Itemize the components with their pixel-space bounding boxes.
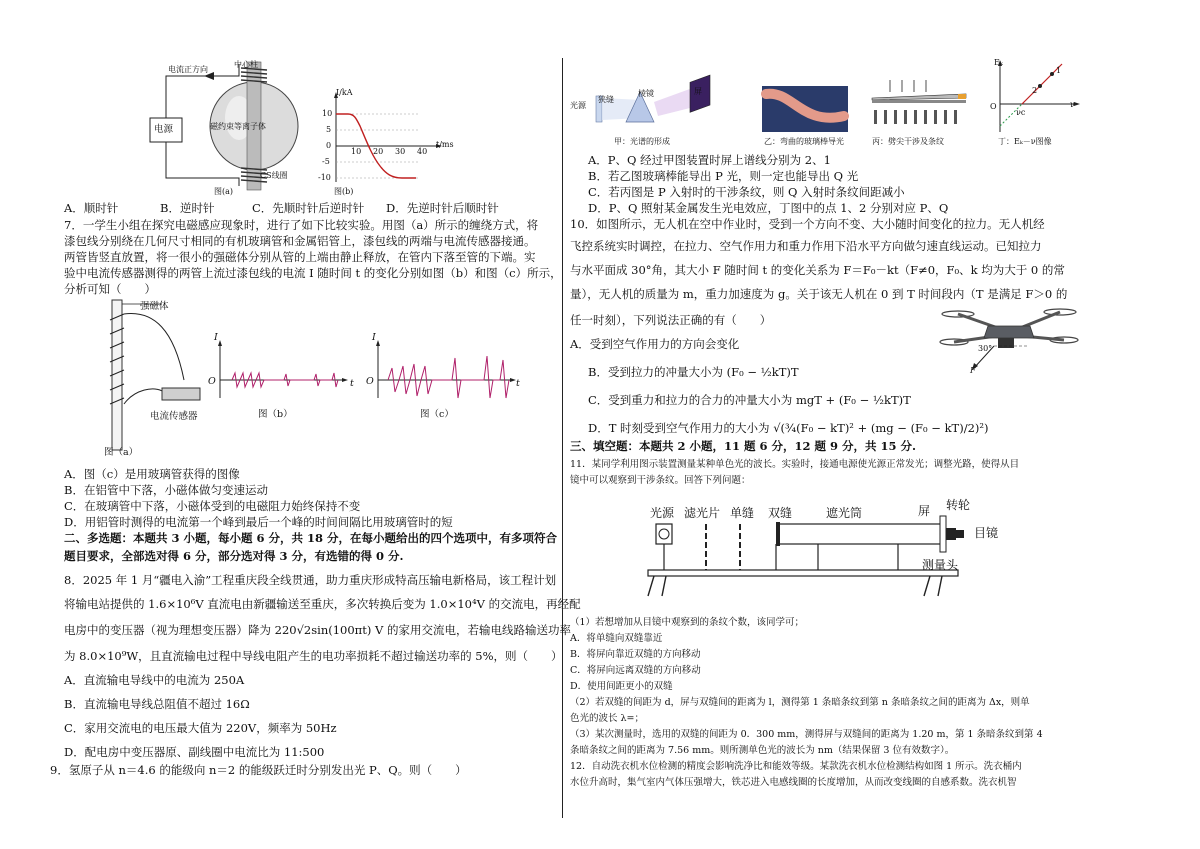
current-sensor-box [162,388,200,400]
axis-nuc-label: νc [1016,108,1026,117]
q8-text: 将输电站提供的 1.6×10⁶V 直流电由新疆输送至重庆，多次转换后变为 1.0×10⁴V 的交流电，再经配 [64,597,581,611]
q9-option-d: D．P、Q 照射某金属发生光电效应，丁图中的点 1、2 分别对应 P、Q [588,201,949,215]
label-double-slit: 双缝 [768,506,793,520]
q7-text: 分析可知（ ） [64,282,156,296]
graph-b-ytick: 0 [326,141,332,150]
caption-graph-b: 图（b） [258,409,293,420]
label-light-tube: 遮光筒 [826,506,863,520]
label-filter: 滤光片 [684,506,721,520]
glass-rod-figure [762,86,848,132]
graph-b-xtick: 20 [373,147,384,156]
q11-item: 条暗条纹之间的距离为 7.56 mm。则所测单色光的波长为 nm（结果保留 3 位有效数字）。 [570,745,955,756]
graph-b-origin: O [208,376,216,387]
graph-b-xtick: 30 [395,147,406,156]
label-current-sensor: 电流传感器 [150,411,198,422]
q9-option-a: A．P、Q 经过甲图装置时屏上谱线分别为 2、1 [588,153,831,167]
q10-text: 飞控系统实时调控，在拉力、空气作用力和重力作用下沿水平方向做匀速直线运动。已知拉力 [570,239,1042,253]
graph-c-i-label: I [372,332,376,343]
caption-bing: 丙：劈尖干涉及条纹 [872,137,944,146]
caption-graph-c: 图（c） [420,409,454,420]
q8-text: 为 8.0×10⁹W，且直流输电过程中导线电阻产生的电功率损耗不超过输送功率的 5%，则（ ） [64,649,563,663]
q11-item: （3）某次测量时，选用的双缝的间距为 0．300 mm，测得屏与双缝间的距离为 1.20 m，第 1 条暗条纹到第 4 [570,729,1043,740]
label-screen: 屏 [694,87,702,96]
q7-option-d: D．用铝管时测得的电流第一个峰到最后一个峰的时间间隔比用玻璃管时的短 [64,515,453,529]
q7-text: 验中电流传感器测得的两管上流过漆包线的电流 I 随时间 t 的变化分别如图（b）和图（c）所示， [64,266,562,280]
label-cs-coil: CS线圈 [260,171,288,180]
q7-option-b: B．在铝管中下落，小磁体做匀变速运动 [64,483,268,497]
q11-text: 11．某同学利用图示装置测量某种单色光的波长。实验时，接通电源使光源正常发光；调整光路，使得从目 [570,459,1020,470]
label-prism: 棱镜 [638,89,654,98]
q7-text: 两管皆竖直放置，将一很小的强磁体分别从管的上端由静止释放，在管内下落至管的下端。实 [64,250,536,264]
q11-item: （2）若双缝的间距为 d，屏与双缝间的距离为 l，测得第 1 条暗条纹到第 n 条暗条纹之间的距离为 Δx，则单 [570,697,1030,708]
axis-origin-label: O [990,102,997,111]
label-light-source: 光源 [570,101,586,110]
drone-figure [938,302,1078,378]
section3-heading: 三、填空题：本题共 2 小题，11 题 6 分，12 题 9 分，共 15 分. [570,439,917,453]
q11-item: C．将屏向远离双缝的方向移动 [570,665,701,676]
label-power-source: 电源 [154,124,174,135]
q8-option-d: D．配电房中变压器原、副线圈中电流比为 11:500 [64,745,325,759]
label-plasma: 磁约束等离子体 [210,122,266,131]
q10-option-c: C．受到重力和拉力的合力的冲量大小为 mgT + (F₀ − ½kT)T [588,393,911,407]
q11-item: D．使用间距更小的双缝 [570,681,673,692]
q6-option-c: C．先顺时针后逆时针 [252,201,365,215]
graph-b-t-label: t [350,378,354,389]
graph-c-t-label: t [516,378,520,389]
q9-text: 9．氢原子从 n＝4.6 的能级向 n＝2 的能级跃迁时分别发出光 P、Q。则（ ） [50,763,467,777]
label-eyepiece: 目镜 [974,526,999,540]
point-1-label: 1 [1056,66,1062,75]
q12-text: 水位升高时，集气室内气体压强增大，铁芯进入电感线圈的长度增加，从而改变线圈的自感系数。洗衣机智 [570,777,1017,788]
graph-b-i-label: I [214,332,218,343]
q10-option-b: B．受到拉力的冲量大小为 (F₀ − ½kT)T [588,365,799,379]
q9-option-b: B．若乙图玻璃棒能导出 P 光，则一定也能导出 Q 光 [588,169,859,183]
wedge-interference-figure [870,78,970,134]
column-divider [562,58,563,818]
section2-heading: 二、多选题：本题共 3 小题，每小题 6 分，共 18 分，在每小题给出的四个选项中，有多项符合 [64,531,558,545]
caption-ding: 丁：Eₖ－ν图像 [998,137,1052,146]
q7-text: 7．一学生小组在探究电磁感应现象时，进行了如下比较实验。用图（a）所示的缠绕方式，将 [64,218,539,232]
graph-b-xtick: 40 [417,147,428,156]
point-2-label: 2 [1032,86,1038,95]
q10-text: 量），无人机的质量为 m，重力加速度为 g。关于该无人机在 0 到 T 时间段内（T 是满足 F＞0 的 [570,287,1068,301]
q6-option-b: B．逆时针 [160,201,215,215]
label-light-source: 光源 [650,506,675,520]
caption-tube-fig-a: 图（a） [104,447,139,458]
q10-text: 任一时刻），下列说法正确的有（ ） [570,313,772,327]
double-slit-apparatus [648,510,1018,602]
q8-text: 电房中的变压器（视为理想变压器）降为 220√2sin(100πt) V 的家用交流电，若输电线路输送功率 [64,623,571,637]
graph-b-ylabel: I/kA [336,88,353,97]
q7-text: 漆包线分别绕在几何尺寸相同的有机玻璃管和金属铝管上，漆包线的两端与电流传感器接通。 [64,234,536,248]
q6-option-d: D．先逆时针后顺时针 [386,201,499,215]
q12-text: 12．自动洗衣机水位检测的精度会影响洗净比和能效等级。某款洗衣机水位检测结构如图 1 所示。洗衣桶内 [570,761,1022,772]
label-single-slit: 单缝 [730,506,755,520]
axis-ek-label: Eₖ [994,58,1003,67]
q10-text: 10．如图所示，无人机在空中作业时，受到一个方向不变、大小随时间变化的拉力。无人机经 [570,217,1045,231]
label-slit: 狭缝 [598,95,614,104]
q6-option-a: A．顺时针 [64,201,119,215]
drone-angle-label: 30° [978,344,993,353]
tube-coil-figure [104,300,224,450]
label-strong-magnet: 强磁体 [140,301,169,312]
caption-fig-a: 图(a) [214,187,234,196]
q8-option-a: A．直流输电导线中的电流为 250A [64,673,245,687]
q7-option-c: C．在玻璃管中下落，小磁体受到的电磁阻力始终保持不变 [64,499,361,513]
q10-option-a: A．受到空气作用力的方向会变化 [570,337,740,351]
graph-c-spikes [372,340,522,400]
caption-yi: 乙：弯曲的玻璃棒导光 [764,137,844,146]
label-measuring-head: 测量头 [922,558,959,572]
q7-option-a: A．图（c）是用玻璃管获得的图像 [64,467,240,481]
section2-heading: 题目要求，全部选对得 6 分，部分选对得 3 分，有选错的得 0 分. [64,549,404,563]
graph-b-xlabel: t/ms [436,140,454,149]
label-screen: 屏 [918,504,931,518]
q11-item: B．将屏向靠近双缝的方向移动 [570,649,701,660]
q9-option-c: C．若丙图是 P 入射时的干涉条纹，则 Q 入射时条纹间距减小 [588,185,905,199]
label-center-pillar: 中心柱 [234,60,258,69]
q11-text: 镜中可以观察到干涉条纹。回答下列问题： [570,475,751,486]
q11-item: 色光的波长 λ=； [570,713,645,724]
drone-force-label: F [970,366,976,375]
label-current-direction: 电流正方向 [168,65,208,74]
graph-b-ytick: 5 [326,125,332,134]
q11-item: （1）若想增加从目镜中观察到的条纹个数，该同学可； [570,617,805,628]
axis-nu-label: ν [1070,100,1075,109]
label-turntable: 转轮 [946,498,971,512]
q11-item: A．将单缝向双缝靠近 [570,633,663,644]
ek-nu-graph [990,60,1080,140]
graph-b-ytick: -10 [318,173,331,182]
graph-c-origin: O [366,376,374,387]
q10-option-d: D．T 时刻受到空气作用力的大小为 √(¾(F₀ − kT)² + (mg − (F₀ − kT)/2)²) [588,421,989,435]
graph-b-ytick: -5 [322,157,330,166]
caption-fig-b: 图(b) [334,187,354,196]
q10-text: 与水平面成 30°角，其大小 F 随时间 t 的变化关系为 F＝F₀－kt（F≠0，F₀、k 均为大于 0 的常 [570,263,1065,277]
q8-option-b: B．直流输电导线总阻值不超过 16Ω [64,697,250,711]
graph-b-ytick: 10 [322,109,333,118]
q8-option-c: C．家用交流电的电压最大值为 220V，频率为 50Hz [64,721,337,735]
q8-text: 8．2025 年 1 月“疆电入渝”工程重庆段全线贯通，助力重庆形成特高压输电新格局，该工程计划 [64,573,557,587]
graph-b-spikes [214,340,354,400]
graph-b-xtick: 10 [351,147,362,156]
caption-jia: 甲：光谱的形成 [614,137,670,146]
